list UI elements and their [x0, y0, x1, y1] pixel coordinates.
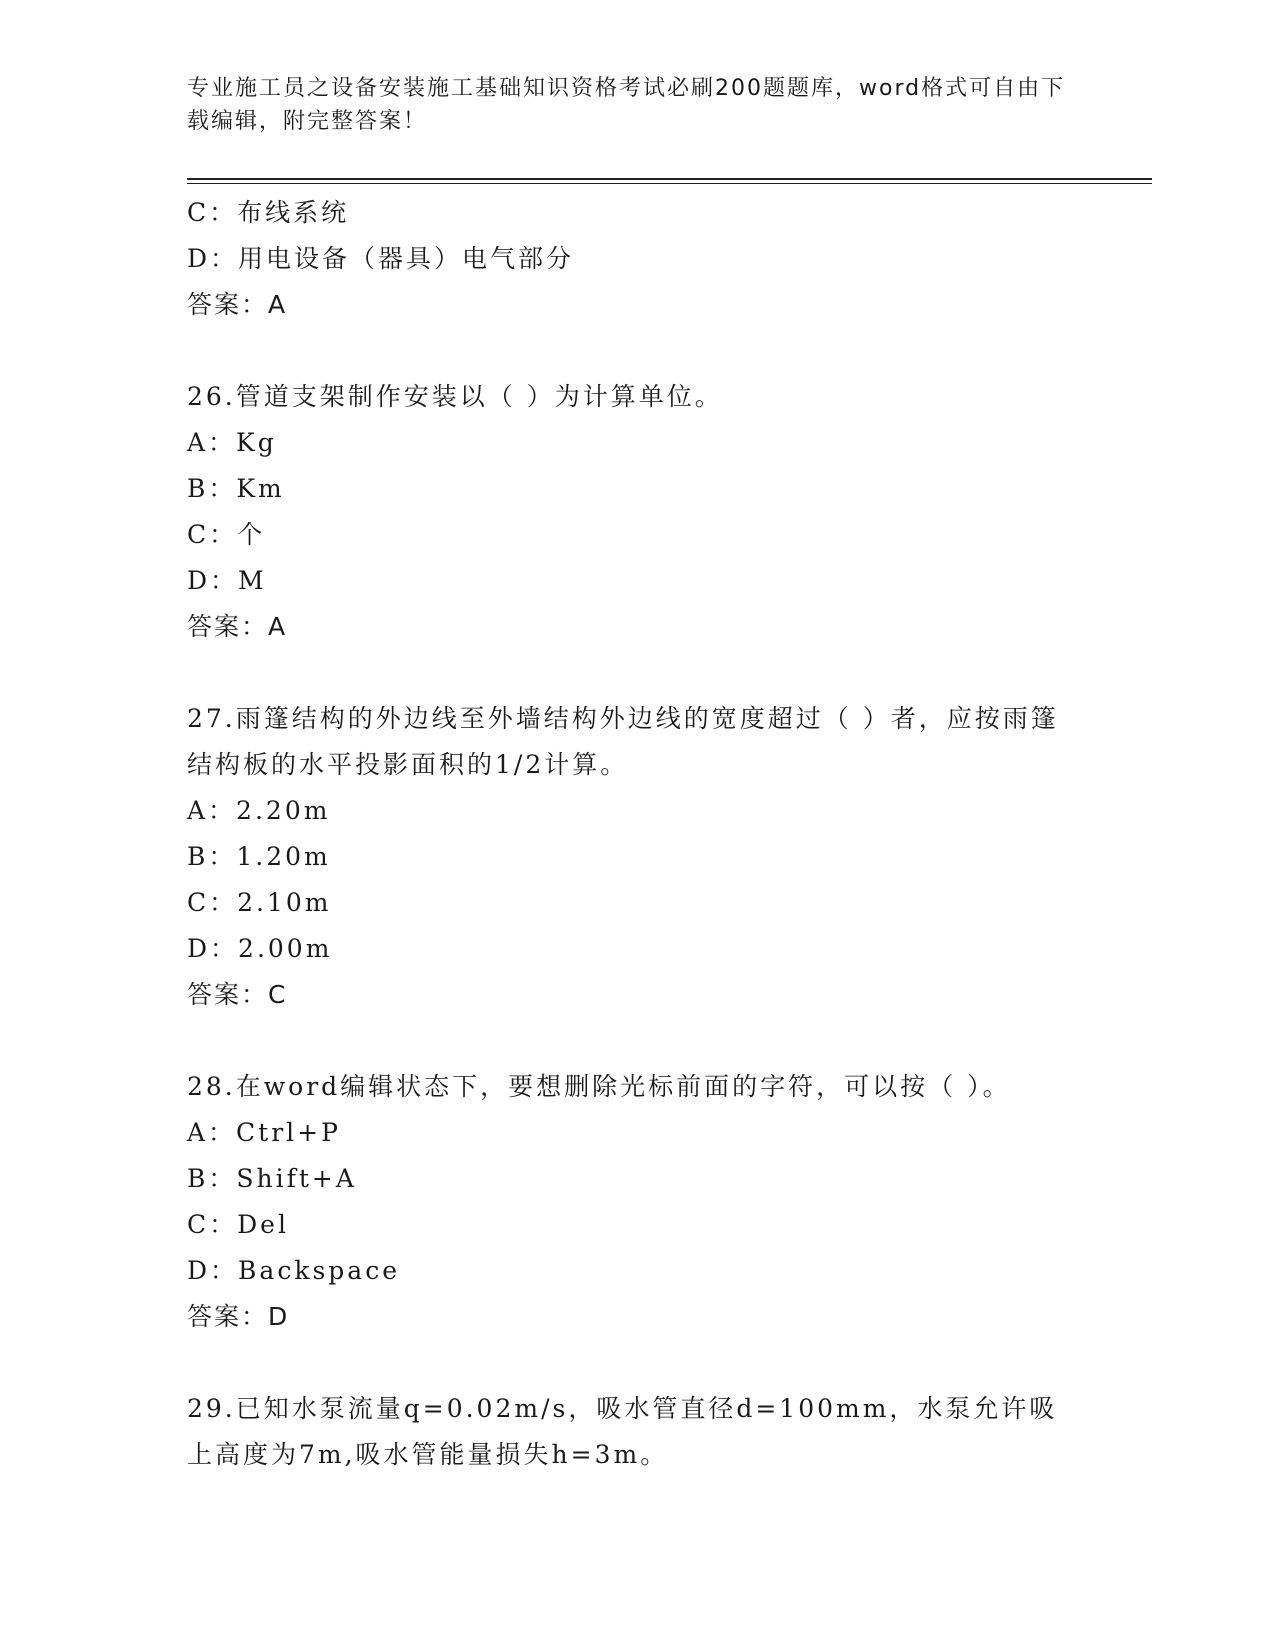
question-stem: 26.管道支架制作安装以（ ）为计算单位。 [187, 382, 723, 411]
question-29 [187, 1386, 1067, 1478]
spacer [187, 1340, 1067, 1386]
question-stem: 27.雨篷结构的外边线至外墙结构外边线的宽度超过（ ）者，应按雨篷结构板的水平投影面积的1/2计算。 [187, 704, 1059, 779]
question-25-tail [187, 190, 1067, 328]
question-stem: 28.在word编辑状态下，要想删除光标前面的字符，可以按（ ）。 [187, 1072, 1011, 1101]
option-c: C：Del [187, 1210, 289, 1239]
option-d: D：M [187, 566, 267, 595]
answer-line: 答案：C [187, 980, 288, 1009]
option-b: B：Km [187, 474, 285, 503]
option-d: D：Backspace [187, 1256, 401, 1285]
answer-line: 答案：D [187, 1302, 290, 1331]
option-a: A：2.20m [187, 796, 331, 825]
option-c: C：2.10m [187, 888, 332, 917]
header-rule-thin [187, 183, 1152, 184]
option-a: A：Kg [187, 428, 277, 457]
answer-line: 答案：A [187, 290, 288, 319]
option-d: D：用电设备（器具）电气部分 [187, 244, 575, 273]
page-header: 专业施工员之设备安装施工基础知识资格考试必刷200题题库，word格式可自由下载编辑，附完整答案！ [187, 76, 1066, 134]
question-list [187, 190, 1067, 1478]
question-stem: 29.已知水泵流量q=0.02m/s，吸水管直径d=100mm，水泵允许吸上高度为7m,吸水管能量损失h=3m。 [187, 1394, 1058, 1469]
spacer [187, 650, 1067, 696]
option-c: C：布线系统 [187, 198, 350, 227]
question-27 [187, 696, 1067, 1018]
option-d: D：2.00m [187, 934, 333, 963]
option-c: C：个 [187, 520, 266, 549]
spacer [187, 328, 1067, 374]
option-b: B：1.20m [187, 842, 331, 871]
option-a: A：Ctrl+P [187, 1118, 341, 1147]
question-26 [187, 374, 1067, 650]
question-28 [187, 1064, 1067, 1340]
option-b: B：Shift+A [187, 1164, 357, 1193]
header-rule-thick [187, 178, 1152, 180]
spacer [187, 1018, 1067, 1064]
answer-line: 答案：A [187, 612, 288, 641]
